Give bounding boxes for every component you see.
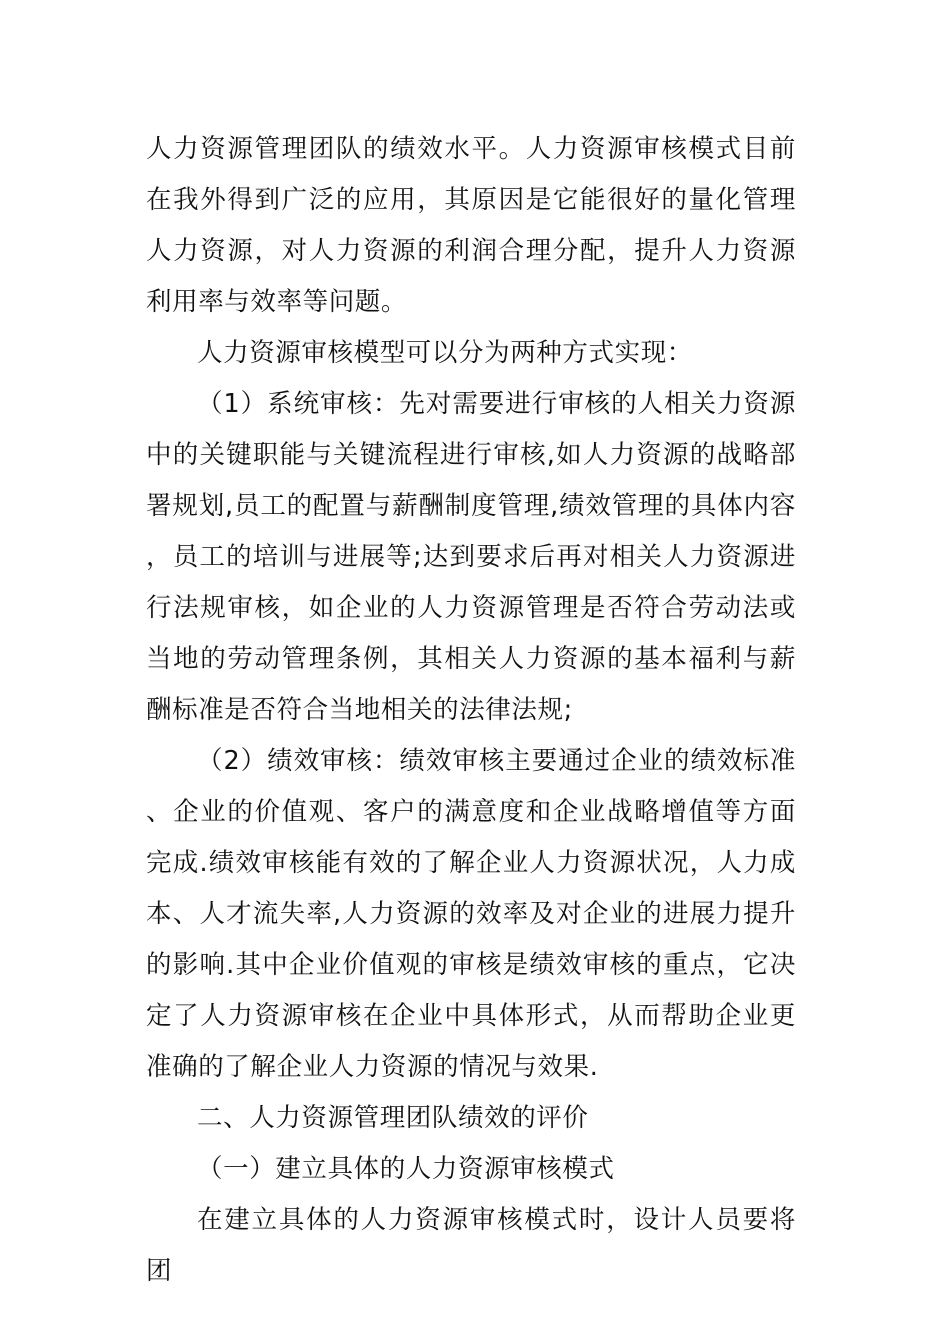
section-heading: 二、人力资源管理团队绩效的评价	[197, 1103, 589, 1133]
paragraph-intro: 人力资源审核模型可以分为两种方式实现：	[197, 338, 693, 368]
paragraph-system-audit: （1）系统审核：先对需要进行审核的人相关力资源中的关键职能与关键流程进行审核,如人力资源的战略部署规划,员工的配置与薪酬制度管理,绩效管理的具体内容，员工的培训与进展等;达到要求后再对相关人力资源进行法规审核，如企业的人力资源管理是否符合劳动法或当地的劳动管理条例，其相关人力资源的基本福利与薪酬标准是否符合当地相关的法律法规;	[146, 389, 796, 725]
paragraph-closing: 在建立具体的人力资源审核模式时，设计人员要将团	[146, 1205, 796, 1286]
paragraph-continuation: 人力资源管理团队的绩效水平。人力资源审核模式目前在我外得到广泛的应用，其原因是它能很好的量化管理人力资源，对人力资源的利润合理分配，提升人力资源利用率与效率等问题。	[146, 134, 796, 317]
paragraph-performance-audit: （2）绩效审核：绩效审核主要通过企业的绩效标准、企业的价值观、客户的满意度和企业战略增值等方面完成.绩效审核能有效的了解企业人力资源状况，人力成本、人才流失率,人力资源的效率及对企业的进展力提升的影响.其中企业价值观的审核是绩效审核的重点，它决定了人力资源审核在企业中具体形式，从而帮助企业更准确的了解企业人力资源的情况与效果.	[146, 746, 796, 1082]
subsection-heading: （一）建立具体的人力资源审核模式	[197, 1154, 615, 1184]
body-text	[146, 124, 796, 1297]
